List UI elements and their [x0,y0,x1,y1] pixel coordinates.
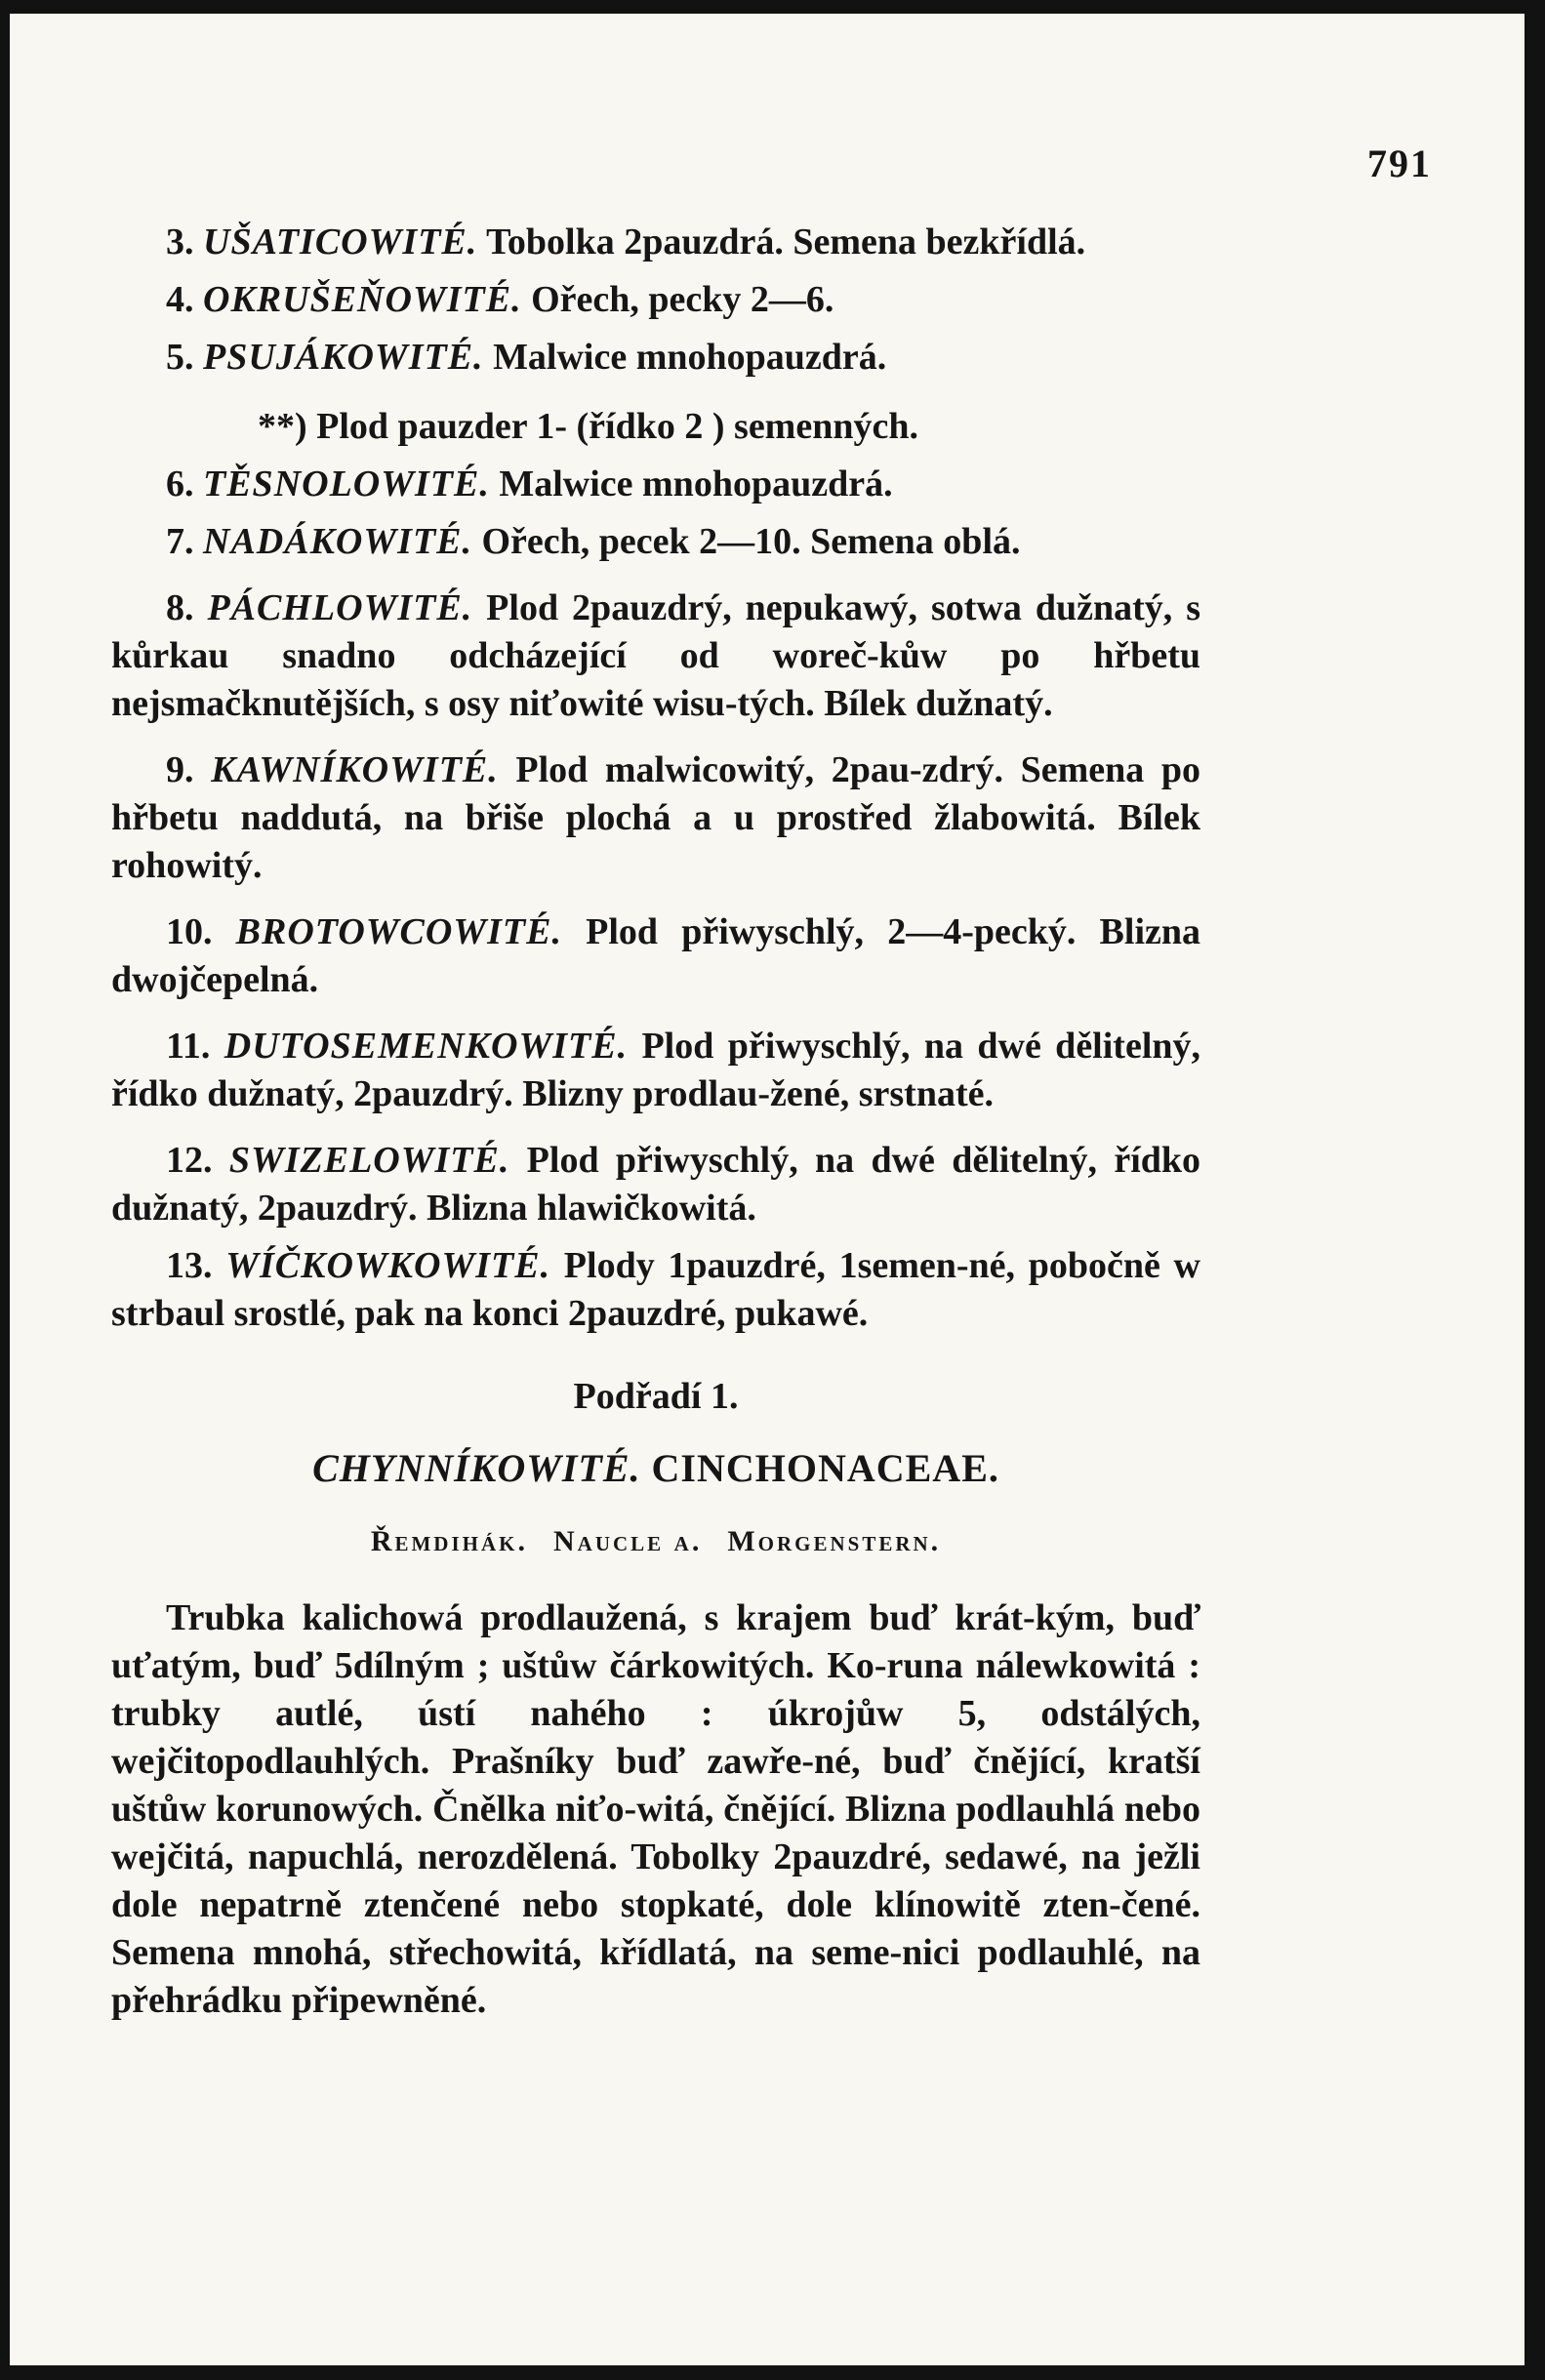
suborder-heading: Podřadí 1. [573,1376,739,1417]
entry-13: 13. WÍČKOWKOWITÉ. Plody 1pauzdré, 1semen-né, pobočně w strbaul srostlé, pak na konci 2pauzdré, pukawé. [111,1245,1200,1334]
entry-7: 7. NADÁKOWITÉ. Ořech, pecek 2—10. Semena oblá. [166,521,1021,562]
entry-3: 3. UŠATICOWITÉ. Tobolka 2pauzdrá. Semena bezkřídlá. [166,222,1086,262]
page-text [111,219,1200,2025]
page-number: 791 [1367,141,1432,185]
family-heading: CHYNNÍKOWITÉ. CINCHONACEAE. [312,1446,999,1490]
entry-9: 9. KAWNÍKOWITÉ. Plod malwicowitý, 2pau-zdrý. Semena po hřbetu naddutá, na břiše plochá a u prostřed žlabowitá. Bílek rohowitý. [111,749,1200,886]
entry-10: 10. BROTOWCOWITÉ. Plod přiwyschlý, 2—4-pecký. Blizna dwojčepelná. [111,911,1200,1000]
family-description: Trubka kalichowá prodlaužená, s krajem buď krát-kým, buď uťatým, buď 5dílným ; uštůw čárkowitých. Ko-runa nálewkowitá : trubky autlé, ústí nahého : úkrojůw 5, odstálých, wejčitopodlauhlých. Prašníky buď zawře-né, buď čnějící, kratší uštůw korunowých. Čnělka niťo-witá, čnějící. Blizna podlauhlá nebo wejčitá, napuchlá, nerozdělená. Tobolky 2pauzdré, sedawé, na ježli dole nepatrně ztenčené nebo stopkaté, dole klínowitě zten-čené. Semena mnohá, střechowitá, křídlatá, na seme-nici podlauhlé, na přehrádku připewněné. [111,1597,1200,2021]
entry-11: 11. DUTOSEMENKOWITÉ. Plod přiwyschlý, na dwé dělitelný, řídko dužnatý, 2pauzdrý. Blizny prodlau-žené, srstnaté. [111,1026,1201,1114]
entry-6: 6. TĚSNOLOWITÉ. Malwice mnohopauzdrá. [166,464,893,504]
entry-4: 4. OKRUŠEŇOWITÉ. Ořech, pecky 2—6. [166,279,834,320]
book-page [10,14,1525,2365]
genera-list: Řemdihák. Naucle a. Morgenstern. [370,1525,942,1557]
entry-8: 8. PÁCHLOWITÉ. Plod 2pauzdrý, nepukawý, sotwa dužnatý, s kůrkau snadno odcházející od woreč-kůw po hřbetu nejsmačknutějších, s osy niťowité wisu-tých. Bílek dužnatý. [111,587,1200,724]
subgroup-heading: **) Plod pauzder 1- (řídko 2 ) semenných. [258,406,918,447]
entry-5: 5. PSUJÁKOWITÉ. Malwice mnohopauzdrá. [166,337,887,378]
entry-12: 12. SWIZELOWITÉ. Plod přiwyschlý, na dwé dělitelný, řídko dužnatý, 2pauzdrý. Blizna hlawičkowitá. [111,1140,1201,1229]
